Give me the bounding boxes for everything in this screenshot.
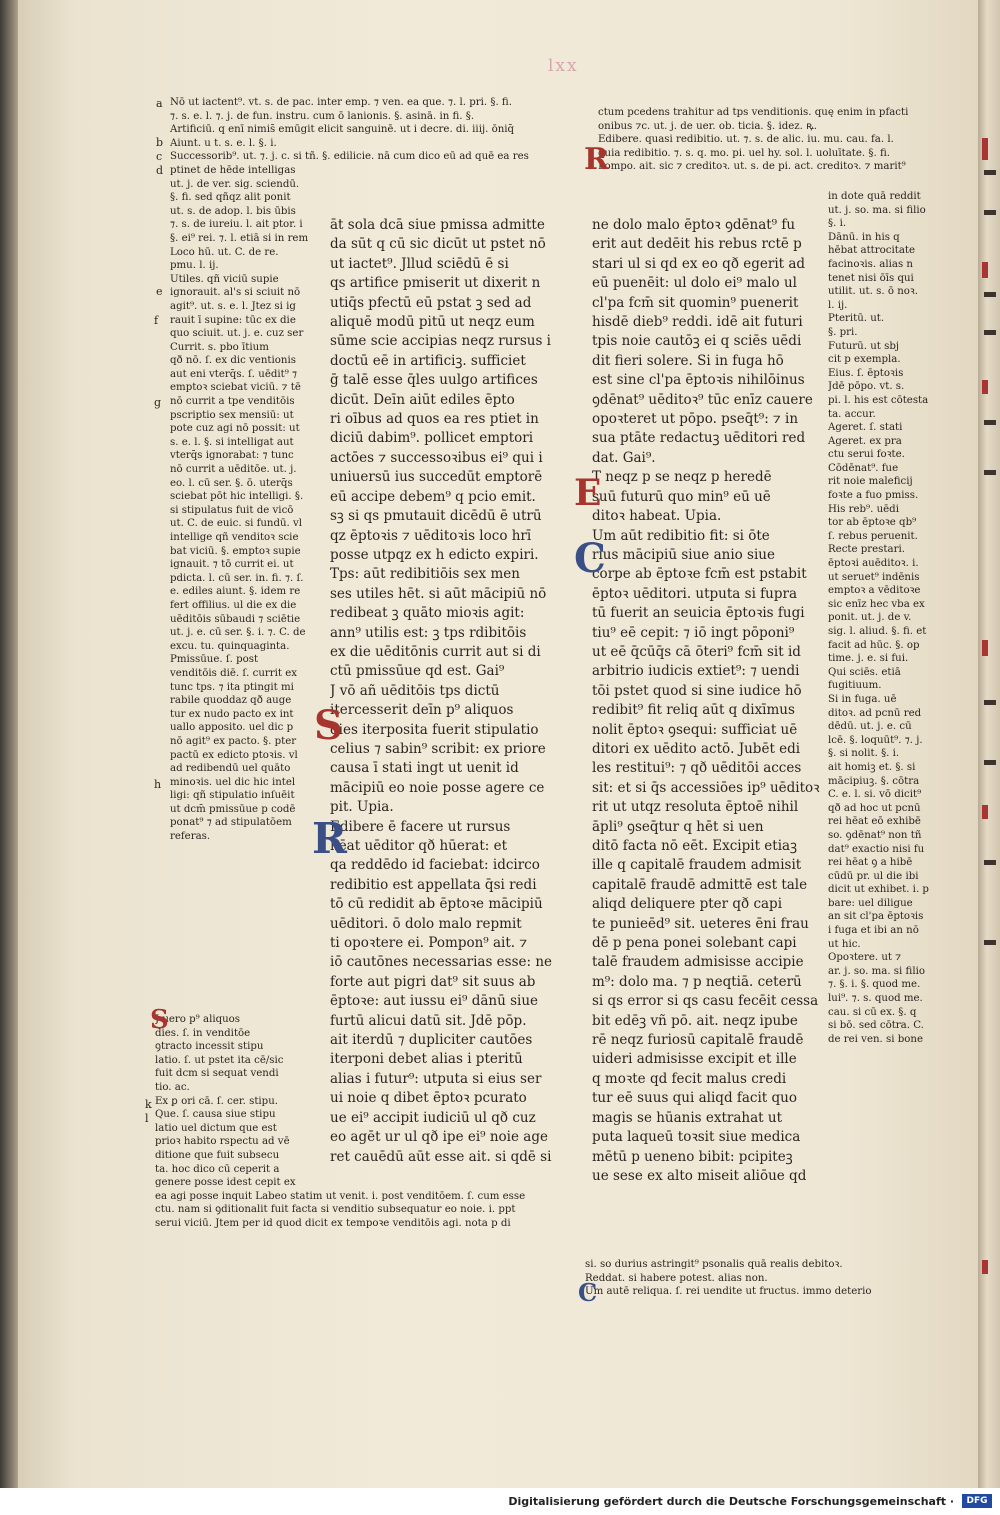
gloss-line: ea agi posse inquit Labeo statim ut venit. i. post venditōem. ſ. cum esse [155, 1190, 526, 1202]
gloss-line: ignorauit. al's si sciuit nō [170, 287, 301, 299]
text-line: uniuersū ius succedūt emptorē [330, 469, 543, 486]
text-line: iterponi debet alias i pteritū [330, 1051, 523, 1068]
gloss-line: ꝯtracto incessit stipu [155, 1041, 264, 1053]
gloss-line: Pmissūue. ſ. post [170, 654, 259, 666]
gloss-line: ut seruet⁹ indēnis [828, 571, 920, 583]
gloss-line: ut. s. de adop. l. bis ūbis [170, 205, 296, 217]
initial-letter-e: E [574, 472, 602, 514]
text-line: alias i futur⁹: utputa si eius ser [330, 1070, 542, 1087]
text-line: qa reddēdo id faciebat: idcirco [330, 857, 540, 874]
text-line: T neqz p se neqz p heredē [592, 469, 772, 486]
text-line: dē p pena ponei solebant capi [592, 935, 797, 952]
gloss-line: ponit. ut. j. de v. [828, 612, 912, 624]
gloss-siglum-d: d [156, 164, 164, 177]
text-line: celius ⁊ sabin⁹ scribit: ex priore [330, 740, 546, 757]
gloss-line: ut. j. so. ma. si filio [828, 204, 926, 216]
gloss-line: referas. [170, 831, 211, 843]
gloss-line: fugitiuum. [828, 680, 882, 692]
text-line: dit fieri solere. Si in fuga hō [592, 352, 784, 369]
gloss-line: prioꝛ habito rspectu ad vē [155, 1136, 290, 1148]
text-line: qs artifice pmiserit ut dixerit n [330, 275, 541, 292]
initial-letter-r: R [312, 814, 347, 863]
text-line: pit. Upia. [330, 799, 394, 816]
text-line: ditō facta nō eēt. Excipit etiaꝫ [592, 838, 797, 854]
text-line: furtū alicui datū sit. Jdē pōp. [330, 1012, 527, 1029]
gloss-line: Que. ſ. causa siue stipu [155, 1109, 276, 1121]
gloss-line: tor ab ēptoꝛe qb⁹ [828, 517, 917, 529]
gloss-line: uēditōis sūbaudi ⁊ sciētie [170, 613, 301, 625]
gloss-line: qð nō. ſ. ex dic ventionis [170, 355, 296, 367]
gloss-line: rit noie maleficij [828, 476, 913, 488]
text-line: tū fuerit an seuicia ēptoꝛis fugi [592, 605, 805, 622]
text-line: mācipiū eo noie posse agere ce [330, 779, 545, 796]
gloss-line: ta. hoc dico cū ceperit a [155, 1163, 280, 1175]
gloss-line: ponat⁹ ⁊ ad stipulatōem [170, 817, 292, 829]
gloss-line: ēptoꝛi auēditoꝛ. i. [828, 558, 919, 570]
gloss-line: latio. ſ. ut pstet ita cē/sic [155, 1054, 284, 1066]
gloss-line: genere posse idest cepit ex [155, 1177, 296, 1189]
text-line: sūme scie accipias neqz rursus i [330, 333, 551, 350]
gloss-line: Jdē pōpo. vt. s. [828, 381, 905, 393]
gloss-line: emptoꝛ a vēditoꝛe [828, 585, 921, 597]
gloss-line: nō currit a tpe venditōis [170, 396, 295, 408]
gloss-line: Reddat. si habere potest. alias non. [585, 1272, 768, 1284]
gloss-line: Aiunt. u t. s. e. l. §. i. [170, 137, 277, 149]
gloss-line: facit ad hūc. §. op [828, 639, 920, 651]
gloss-line: Currit. s. pbo ītium [170, 341, 269, 353]
gloss-line: i fuga et ibi an nō [828, 925, 919, 937]
text-line: ue ei⁹ accipit iudiciū ul qð cuz [330, 1109, 536, 1126]
text-line: ret cauēdū aūt esse ait. si qdē si [330, 1148, 552, 1165]
gloss-line: pote cuz agi nō possit: ut [170, 423, 300, 435]
gloss-line: ut. C. de euic. si fundū. vl [170, 518, 303, 530]
gloss-line: s. e. l. §. si intelligat aut [170, 436, 294, 448]
text-line: mētū p ueneno bibit: pcipiteꝫ [592, 1148, 793, 1165]
text-line: actōes ⁊ successoꝛibus ei⁹ qui i [330, 449, 543, 466]
gloss-right-bottom [585, 1258, 965, 1299]
text-line: hēat uēditor qð hūerat: et [330, 838, 508, 854]
text-line: ann⁹ utilis est: ꝫ tps rdibitōis [330, 624, 527, 641]
gloss-line: nō currit a uēditōe. ut. j. [170, 464, 297, 476]
text-line: m⁹: dolo ma. ⁊ p neqtiā. ceterū [592, 973, 802, 990]
gloss-line: lcē. §. loquūt⁹. ⁊. j. [828, 734, 923, 746]
text-line: rit ut utqz resoluta ēptoē nihil [592, 799, 799, 816]
gloss-line: ut hic. [828, 938, 861, 950]
gloss-line: Artificiū. q enī nimis̄ emūgit elicit sanguinē. ut i decre. di. iiij. ōniq̄ [170, 124, 515, 136]
gloss-line: facinoꝛis. alias n [828, 258, 913, 270]
gloss-line: quia redibitio. ⁊. s. q. mo. pi. uel hy. sol. l. uoluītate. §. fi. [598, 147, 890, 159]
text-line: ex die uēditōnis currit aut si di [330, 643, 541, 660]
gloss-line: pscriptio sex mensiū: ut [170, 409, 294, 421]
gloss-line: quo sciuit. ut. j. e. cuz ser [170, 328, 304, 340]
text-line: dat. Gai⁹. [592, 449, 656, 466]
next-page-edge [978, 0, 1000, 1488]
text-line: nolit ēptoꝛ ꝯsequi: sufficiat uē [592, 721, 798, 738]
gloss-line: ditoꝛ. ad pcnū red [828, 707, 922, 719]
text-line: redibit⁹ fit reliq aūt q dixīmus [592, 702, 795, 719]
initial-letter-c-bottom: C [578, 1278, 598, 1307]
text-line: ille q capitalē fraudem admisit [592, 857, 802, 874]
gloss-line: fuit dcm si sequat vendi [155, 1068, 279, 1080]
text-line: stari ul si qd ex eo qð egerit ad [592, 255, 806, 272]
text-line: redibeat ꝫ quāto mioꝛis agit: [330, 605, 525, 622]
gloss-siglum-c: c [156, 150, 163, 163]
gloss-line: so. ꝯdēnat⁹ non tñ [828, 829, 922, 841]
gloss-line: Dānū. in his q [828, 231, 900, 243]
gloss-line: §. fi. sed qñqz alit ponit [170, 192, 291, 204]
text-line: ut eē q̄cūq̄s cā ōteri⁹ fcm̄ sit id [592, 643, 801, 660]
gloss-line: Edibere. quasi redibitio. ut. ⁊. s. de alic. iu. mu. cau. fa. l. [598, 134, 894, 146]
text-line: magis se hūanis extrahat ut [592, 1109, 783, 1126]
gloss-line: Recte prestari. [828, 544, 905, 556]
initial-letter-r-top: R [584, 142, 609, 177]
gloss-right-top [598, 106, 978, 174]
text-line: opoꝛteret ut pōpo. pseq̄t⁹: ⁊ in [592, 411, 799, 428]
text-line: dies iterposita fuerit stipulatio [330, 721, 539, 738]
text-line: iō cautōnes necessarias esse: ne [330, 954, 553, 971]
gloss-line: ctu serui foꝛte. [828, 449, 905, 461]
footer-credit: Digitalisierung gefördert durch die Deutsche Forschungsgemeinschaft · [508, 1495, 954, 1508]
text-line: Edibere ē facere ut rursus [330, 818, 511, 835]
gloss-line: ut. j. e. cū ser. §. i. ⁊. C. de [170, 627, 306, 639]
gloss-line: uallo apposito. uel dic p [170, 722, 294, 734]
gloss-line: Si in fuga. uē [828, 693, 897, 705]
text-line: te punieēd⁹ sit. ueteres ēni frau [592, 915, 809, 932]
gloss-line: ligi: qñ stipulatio inſuēit [170, 790, 295, 802]
gloss-line: minoꝛis. uel dic hic intel [170, 776, 296, 788]
text-line: ri oībus ad quos ea res ptiet in [330, 411, 539, 428]
text-line: aliqd deliquere pter qð capi [592, 896, 783, 913]
text-line: est sine cl'pa ēptoꝛis nihilōinus [592, 372, 805, 389]
dfg-logo: DFG [962, 1494, 992, 1508]
gloss-line: J uero p⁹ aliquos [155, 1014, 241, 1025]
text-line: diciū dabim⁹. pollicet emptori [330, 430, 534, 447]
gloss-line: foꝛte a fuo pmiss. [828, 490, 919, 502]
gloss-line: Loco hū. ut. C. de re. [170, 246, 279, 258]
text-line: eo agēt ur ul qð ipe ei⁹ noie age [330, 1129, 548, 1146]
gloss-line: §. i. [828, 218, 847, 230]
gloss-line: Eius. ſ. ēptoꝛis [828, 367, 904, 379]
gloss-line: Um autē reliqua. ſ. rei uendite ut fructus. immo deterio [585, 1286, 872, 1298]
text-line: āpli⁹ ꝯseq̄tur q hēt si uen [592, 818, 764, 835]
gloss-line: cit p exempla. [828, 354, 901, 366]
gloss-siglum-f: f [154, 314, 159, 327]
text-line: aliquē modū pitū ut neqz eum [330, 314, 535, 331]
text-line: ui noie q dibet ēptoꝛ pcurato [330, 1090, 527, 1107]
gloss-line: ut. j. de ver. sig. sciendū. [170, 178, 300, 190]
text-line: capitalē fraudē admittē est tale [592, 876, 808, 893]
gloss-line: ⁊. §. i. §. quod me. [828, 979, 921, 991]
text-line: uideri admisisse excipit et ille [592, 1051, 797, 1068]
initial-letter-s: S [314, 702, 343, 749]
text-line: ne dolo malo ēptoꝛ ꝯdēnat⁹ fu [592, 217, 796, 233]
gloss-line: bat viciū. §. emptoꝛ supie [170, 545, 301, 557]
gloss-line: ctu. nam si ꝯditionalit fuit facta si venditio subsequatur eo noie. i. ppt [155, 1204, 516, 1216]
text-line: q moꝛte qd fecit malus credi [592, 1070, 787, 1087]
text-line: forte aut pigri dat⁹ sit suus ab [330, 973, 536, 990]
gloss-line: Successorib⁹. ut. ⁊. j. c. si tñ. §. edilicie. nā cum dico eū ad quē ea res [170, 151, 529, 163]
text-line: tiu⁹ eē cepit: ⁊ iō ingt pōponi⁹ [592, 624, 795, 641]
gloss-line: an sit cl'pa ēptoꝛis [828, 911, 924, 923]
text-line: eū accipe debem⁹ q pcio emit. [330, 488, 536, 505]
text-line: ditoꝛ habeat. Upia. [592, 508, 722, 525]
gloss-line: rei hēat eō exhibē [828, 816, 921, 828]
text-line: tpis noie cautōꝫ ei q sciēs uēdi [592, 333, 802, 350]
gloss-line: cūdū pr. ul die ibi [828, 870, 919, 882]
text-line: ut iactet⁹. Jllud sciēdū ē si [330, 255, 509, 272]
text-line: sꝫ si qs pmutauit dicēdū ē utrū [330, 508, 542, 525]
gloss-line: emptoꝛ sciebat viciū. ⁊ tē [170, 382, 301, 394]
folio-number: lxx [548, 56, 579, 76]
text-line: āt sola dcā siue pmissa admitte [330, 217, 545, 233]
footer-bar [0, 1488, 1000, 1515]
gloss-line: serui viciū. Jtem per id quod dicit ex tempoꝛe venditōis agi. nota p di [155, 1217, 511, 1229]
gloss-line: ait homiꝫ et. §. si [828, 761, 916, 773]
gloss-line: Ageret. ſ. stati [828, 422, 903, 434]
text-line: ue sese ex alto miseit aliōue qd [592, 1167, 807, 1184]
gloss-line: lui⁹. ⁊. s. quod me. [828, 993, 923, 1005]
text-line: eū puenēit: ul dolo ei⁹ malo ul [592, 275, 797, 292]
text-line: sua ptāte redactuꝫ uēditori red [592, 430, 806, 447]
gloss-line: e. ediles aiunt. §. idem re [170, 586, 301, 598]
main-text-column-1 [330, 216, 560, 1167]
gloss-line: hēbat attrocitate [828, 245, 916, 257]
gloss-line: si. so durius astringit⁹ psonalis quā realis debitoꝛ. [585, 1259, 843, 1270]
text-line: corpe ab ēptoꝛe fcm̄ est pstabit [592, 566, 807, 583]
gloss-line: Qui sciēs. etiā [828, 666, 901, 678]
gloss-line: Nō ut iactent⁹. vt. s. de pac. inter emp. ⁊ ven. ea que. ⁊. l. pri. §. fi. [170, 97, 512, 108]
gloss-line: Ex ꝑ ori cā. ſ. cer. stipu. [155, 1095, 278, 1107]
gloss-line: utilit. ut. s. ō noꝛ. [828, 286, 918, 298]
text-line: arbitrio iudicis extiet⁹: ⁊ uendi [592, 663, 800, 680]
gloss-line: His reb⁹. uēdi [828, 503, 899, 515]
gloss-line: sig. l. aliud. §. fi. et [828, 626, 927, 637]
gloss-siglum-g: g [154, 396, 162, 409]
gloss-line: tunc tps. ⁊ ita ptingit mi [170, 681, 294, 693]
text-line: J vō añ uēditōis tps dictū [330, 682, 500, 699]
text-line: ḡ talē esse q̄les uulgo artifices [330, 372, 538, 389]
text-line: da sūt q cū sic dicūt ut pstet nō [330, 236, 546, 253]
gloss-line: §. si nolit. §. i. [828, 748, 900, 760]
text-line: ēptoꝛe: aut iussu ei⁹ dānū siue [330, 993, 539, 1010]
gloss-line: excu. tu. quinquaginta. [170, 640, 290, 652]
initial-letter-c: C [574, 535, 606, 582]
gloss-line: nō agit⁹ ex pacto. §. pter [170, 735, 297, 747]
gloss-line: latio uel dictum que est [155, 1122, 277, 1134]
text-line: ēptoꝛ uēditori. utputa si fupra [592, 585, 798, 602]
gloss-line: dēdū. ut. j. e. cū [828, 721, 912, 733]
gloss-line: cau. si cū ex. §. q [828, 1006, 917, 1018]
gloss-line: rabile quoddaz qð auge [170, 695, 292, 707]
gloss-line: Pteritū. ut. [828, 313, 885, 325]
text-line: bit edēꝫ vñ pō. ait. neqz ipube [592, 1012, 798, 1029]
gloss-line: rauit ī supine: tūc ex die [170, 314, 296, 326]
gloss-line: in dote quā reddit [828, 191, 921, 202]
text-line: doctū eē in artificiꝫ. sufficiet [330, 352, 526, 369]
text-line: posse utpqz ex h edicto expiri. [330, 546, 539, 563]
text-line: ait iterdū ⁊ dupliciter cautōes [330, 1032, 533, 1049]
text-line: itercesserit deīn p⁹ aliquos [330, 702, 514, 719]
gloss-line: ignauit. ⁊ tō currit ei. ut [170, 559, 294, 571]
text-line: rē neqz furiosū capitalē fraudē [592, 1032, 804, 1049]
gloss-line: si bō. sed cōtra. C. [828, 1020, 924, 1032]
main-text-column-2 [592, 216, 828, 1186]
text-line: puta laqueū toꝛsit siue medica [592, 1129, 801, 1146]
text-line: tur eē suus qui aliqd facit quo [592, 1090, 797, 1107]
initial-letter-s-gloss: S [150, 1005, 169, 1035]
gloss-line: sic enīz hec vba ex [828, 598, 925, 610]
gloss-line: ⁊. s. de iureiu. l. ait ptor. i [170, 219, 303, 231]
gloss-line: ad redibendū uel quāto [170, 763, 291, 775]
gloss-line: Opoꝛtere. ut ⁊ [828, 952, 902, 964]
text-line: erit aut dedēit his rebus rctē p [592, 236, 802, 253]
gloss-line: Utiles. qñ viciū supie [170, 273, 279, 285]
gloss-line: eo. l. cū ser. §. ō. uterq̄s [170, 477, 293, 489]
gloss-line: dat⁹ exactio nisi fu [828, 843, 925, 855]
gloss-line: dies. ſ. in venditōe [155, 1027, 251, 1039]
gloss-siglum-k: k [145, 1098, 152, 1111]
gloss-right-column [828, 190, 978, 1046]
gloss-line: pi. l. his est cōtesta [828, 394, 929, 406]
text-line: Um aūt redibitio fit: si ōte [592, 527, 770, 544]
gloss-line: pactū ex edicto ptoꝛis. vl [170, 749, 298, 761]
gloss-line: venditōis diē. ſ. currit ex [170, 667, 297, 679]
gloss-line: ar. j. so. ma. si filio [828, 965, 925, 977]
gloss-line: si stipulatus fuit de vicō [170, 504, 294, 516]
gloss-line: time. j. e. si fui. [828, 653, 909, 665]
gloss-siglum-h: h [154, 778, 162, 791]
gloss-line: qð ad hoc ut pcnū [828, 802, 921, 814]
gloss-line: pdicta. l. cū ser. in. fi. ⁊. ſ. [170, 572, 304, 584]
gloss-line: Cōdēnat⁹. fue [828, 462, 899, 474]
text-line: ctū pmissūue qd est. Gai⁹ [330, 663, 505, 680]
gloss-line: fert offilius. ul die ex die [170, 599, 297, 611]
text-line: utiq̄s pfectū eū pstat ꝫ sed ad [330, 294, 532, 311]
gloss-siglum-e: e [156, 285, 163, 298]
gloss-line: tio. ac. [155, 1081, 190, 1093]
text-line: ditori ex uēdito actō. Jubēt edi [592, 740, 801, 757]
gloss-line: rei hēat ꝯ a hibē [828, 857, 913, 869]
gloss-line: ditione que fuit subsecu [155, 1149, 280, 1161]
gloss-line: Ageret. ex pra [828, 435, 902, 447]
gloss-line: intellige qñ venditoꝛ scie [170, 532, 299, 543]
gloss-line: Pompo. ait. sic ⁊ creditoꝛ. ut. s. de pi. act. creditoꝛ. ⁊ marit⁹ [598, 161, 906, 173]
gloss-line: ut dcm̄ pmissūue p codē [170, 803, 296, 815]
gloss-siglum-l: l [145, 1112, 149, 1125]
gloss-line: vterq̄s ignorabat: ⁊ tunc [170, 450, 294, 462]
text-line: ꝯdēnat⁹ uēditoꝛ⁹ tūc enīz cauere [592, 391, 813, 408]
gloss-line: tenet nisi ōīs qui [828, 272, 914, 284]
gloss-line: ctum pcedens trahitur ad tps venditionis. quę enim in pfacti [598, 107, 909, 118]
text-line: ti opoꝛtere ei. Pompon⁹ ait. ⁊ [330, 935, 528, 952]
text-line: tō cū redidit ab ēptoꝛe mācipiū [330, 896, 543, 913]
gloss-line: aut eni vterq̄s. ſ. uēdit⁹ ⁊ [170, 368, 298, 380]
text-line: dicūt. Deīn aiūt ediles ēpto [330, 391, 515, 408]
text-line: causa ī stati ingt ut uenit id [330, 760, 519, 777]
gloss-line: ſ. rebus peruenit. [828, 530, 918, 542]
text-line: talē fraudem admisisse accipie [592, 954, 804, 971]
gloss-line: onibus ⁊c. ut. j. de uer. ob. ticia. §. idez. ꝶ. [598, 120, 818, 132]
gloss-line: de rei ven. si bone [828, 1033, 923, 1045]
gloss-line: tur ex nudo pacto ex int [170, 708, 294, 720]
text-line: tōi pstet quod si sine iudice hō [592, 682, 802, 699]
text-line: hisdē dieb⁹ reddi. idē ait futuri [592, 314, 803, 331]
text-line: cl'pa fcm̄ sit quomin⁹ puenerit [592, 294, 799, 311]
text-line: ses utiles hēt. si aūt mācipiū nō [330, 585, 547, 602]
gloss-line: bare: uel diligue [828, 897, 913, 909]
gloss-line: C. e. l. si. vō dicit⁹ [828, 789, 922, 801]
gloss-line: agit⁹. ut. s. e. l. Jtez si ig [170, 300, 296, 312]
gloss-siglum-a: a [156, 97, 163, 110]
gloss-line: ptinet de hēde intelligas [170, 164, 296, 176]
gloss-line: §. pri. [828, 326, 858, 338]
gloss-line: ta. accur. [828, 408, 876, 420]
gloss-line: l. ij. [828, 299, 848, 311]
gloss-line: pmu. l. ij. [170, 260, 219, 272]
text-line: rius mācipiū siue anio siue [592, 546, 775, 563]
text-line: redibitio est appellata q̄si redi [330, 876, 537, 893]
gloss-line: ⁊. s. e. l. ⁊. j. de fun. instru. cum ō lanionis. §. asinā. in fi. §. [170, 110, 475, 122]
text-line: les restitui⁹: ⁊ qð uēditōi acces [592, 760, 802, 777]
text-line: qz ēptoꝛis ⁊ uēditoꝛis loco hrī [330, 527, 532, 544]
gloss-line: sciebat pōt hic intelligi. §. [170, 491, 304, 503]
gloss-line: §. ei⁹ rei. ⁊. l. etiā si in rem [170, 232, 309, 244]
text-line: si qs error si qs casu fecēit cessa [592, 993, 819, 1010]
gloss-line: mācipiuꝫ. §. cōtra [828, 775, 920, 787]
text-line: sit: et si q̄s accessiōes ip⁹ uēditoꝛ [592, 779, 820, 796]
text-line: uēditori. ō dolo malo repmit [330, 915, 522, 932]
text-line: Tps: aūt redibitiōis sex men [330, 566, 520, 583]
gloss-line: Futurū. ut sbj [828, 340, 899, 352]
gloss-siglum-b: b [156, 136, 164, 149]
gloss-line: dicit ut exhibet. i. p [828, 884, 929, 896]
text-line: suū futurū quo min⁹ eū uē [592, 488, 771, 505]
